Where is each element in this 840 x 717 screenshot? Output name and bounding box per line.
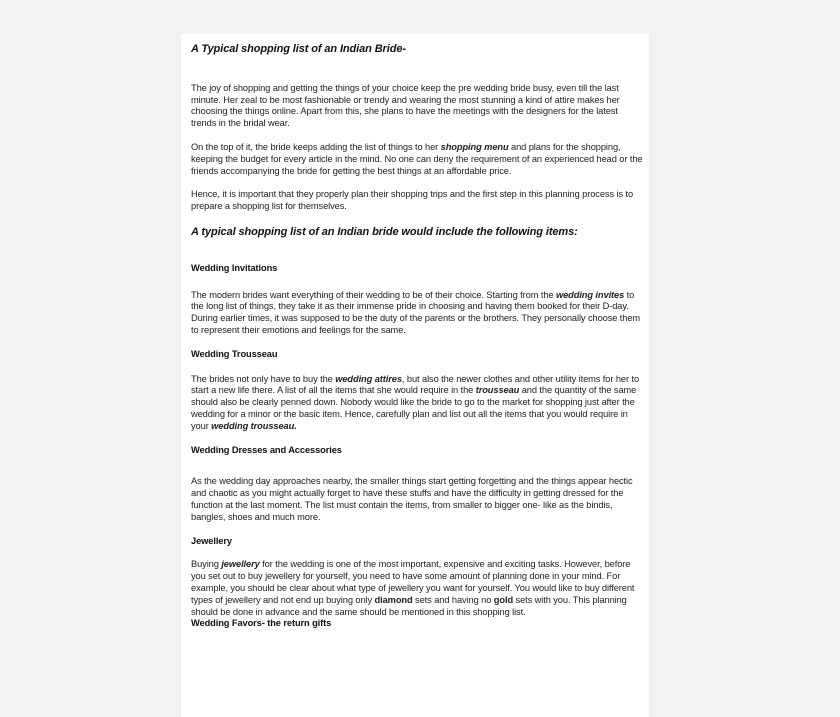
intro-paragraph-3: Hence, it is important that they properly plan their shopping trips and the first step in this planning process is to prepare a shopping list for themselves. (191, 189, 634, 212)
section-heading-dresses: Wedding Dresses and Accessories (191, 444, 342, 455)
section-heading-jewellery: Jewellery (191, 535, 232, 546)
section-heading-trousseau: Wedding Trousseau (191, 348, 278, 359)
shopping-menu-emphasis: shopping menu (440, 141, 509, 152)
trousseau-emphasis: trousseau (475, 385, 520, 396)
wedding-invites-emphasis: wedding invites (555, 289, 625, 300)
jewellery-emphasis: jewellery (221, 559, 260, 570)
diamond-emphasis: diamond (374, 594, 413, 605)
section-text-dresses: As the wedding day approaches nearby, the smaller things start getting forgetting and the things appear hectic and chaotic as you might actually forget to have these stuffs and have the difficulty in getting dressed for the function at the last moment. The list must contain the items, from smaller to bigger one- like as the bindis, bangles, shoes and much more. (191, 476, 633, 522)
gold-emphasis: gold (493, 594, 514, 605)
section-text-invitations: The modern brides want everything of their wedding to be of their choice. Starting from the wedding invites to the long list of things, they take it as their immense pride in choosing and having them booked for their D-day. During earlier times, it was supposed to be the duty of the parents or the brothers. They personally choose them to represent their emotions and feelings for the same. (191, 289, 641, 335)
section-heading-favors: Wedding Favors- the return gifts (191, 618, 332, 629)
document-title: A Typical shopping list of an Indian Bride- (191, 43, 406, 55)
intro-paragraph-1: The joy of shopping and getting the things of your choice keep the pre wedding bride busy, even till the last minute. Her zeal to be most fashionable or trendy and wearing the most stunning a kind of attire makes her choosing the things online. Apart from this, she plans to have the meetings with the designers for the latest trends in the bridal wear. (191, 82, 620, 129)
document-body (191, 44, 645, 642)
intro-paragraph-2: On the top of it, the bride keeps adding the list of things to her shopping menu and plans for the shopping, keeping the budget for every article in the mind. No one can deny the requirement of an experienced head or the friends accompanying the bride for getting the best things at an affordable price. (191, 141, 643, 176)
section-heading-invitations: Wedding Invitations (191, 262, 278, 273)
document-page (181, 34, 649, 717)
wedding-attires-emphasis: wedding attires (335, 373, 402, 384)
wedding-trousseau-emphasis: wedding trousseau. (211, 420, 297, 431)
list-subtitle: A typical shopping list of an Indian bride would include the following items: (191, 225, 578, 238)
section-text-jewellery: Buying jewellery for the wedding is one of the most important, expensive and exciting tasks. However, before you set out to buy jewellery for yourself, you need to have some amount of planning done in your mind. For example, you should be clear about what type of jewellery you want for yourself. You would like to buy different types of jewellery and not end up buying only diamond sets and having no gold sets with you. This planning should be done in advance and the same should be mentioned in this shopping list. (191, 559, 635, 617)
section-text-trousseau: The brides not only have to buy the wedding attires, but also the newer clothes and other utility items for her to start a new life there. A list of all the items that she would require in the trousseau and the quantity of the same should also be clearly penned down. Nobody would like the bride to go to the market for shopping just after the wedding for a minor or the basic item. Hence, carefully plan and list out all the items that you would require in your wedding trousseau. (191, 373, 640, 431)
